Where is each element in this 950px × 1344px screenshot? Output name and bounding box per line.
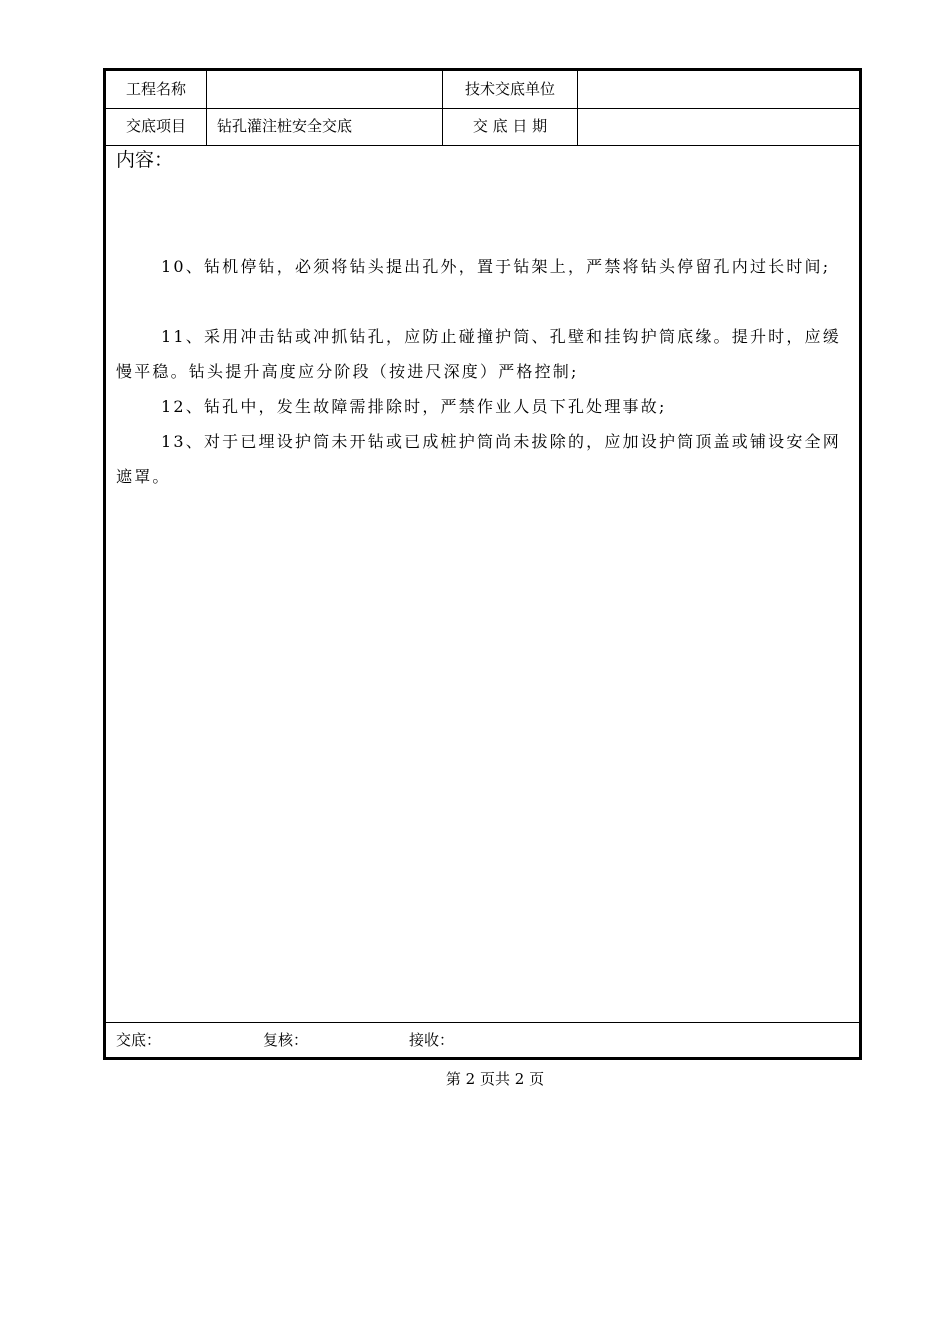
- content-title: 内容：: [116, 149, 174, 171]
- disclosure-unit-label: 技术交底单位: [464, 80, 555, 98]
- receive-label: 接收：: [409, 1031, 455, 1049]
- header-row-1: [106, 71, 859, 109]
- content-paragraph: 12、钻孔中，发生故障需排除时，严禁作业人员下孔处理事故;: [161, 397, 667, 416]
- column-divider: [442, 71, 443, 145]
- project-name-label: 工程名称: [125, 80, 186, 98]
- content-section: [106, 146, 859, 1023]
- column-divider: [577, 71, 578, 145]
- handover-label: 交底：: [116, 1031, 162, 1049]
- review-label: 复核：: [263, 1031, 309, 1049]
- content-paragraph: 11、采用冲击钻或冲抓钻孔，应防止碰撞护筒、孔壁和挂钩护筒底缘。提升时，应缓慢平稳。钻头提升高度应分阶段（按进尺深度）严格控制;: [116, 327, 841, 381]
- header-row-2: [106, 108, 859, 146]
- content-paragraph: 10、钻机停钻，必须将钻头提出孔外，置于钻架上，严禁将钻头停留孔内过长时间;: [161, 257, 831, 276]
- disclosure-form: [103, 68, 862, 1060]
- disclosure-item-value: 钻孔灌注桩安全交底: [217, 117, 353, 135]
- disclosure-item-label: 交底项目: [125, 117, 186, 135]
- content-paragraph: 13、对于已埋设护筒未开钻或已成桩护筒尚未拔除的，应加设护筒顶盖或铺设安全网遮罩。: [116, 432, 841, 486]
- signature-row: [106, 1023, 859, 1057]
- disclosure-date-label: 交 底 日 期: [472, 117, 548, 135]
- column-divider: [206, 71, 207, 145]
- disclosure-date-value: [578, 108, 859, 145]
- project-name-value: [207, 71, 442, 108]
- disclosure-unit-value: [578, 71, 859, 108]
- page-number: 第 2 页共 2 页: [445, 1070, 545, 1088]
